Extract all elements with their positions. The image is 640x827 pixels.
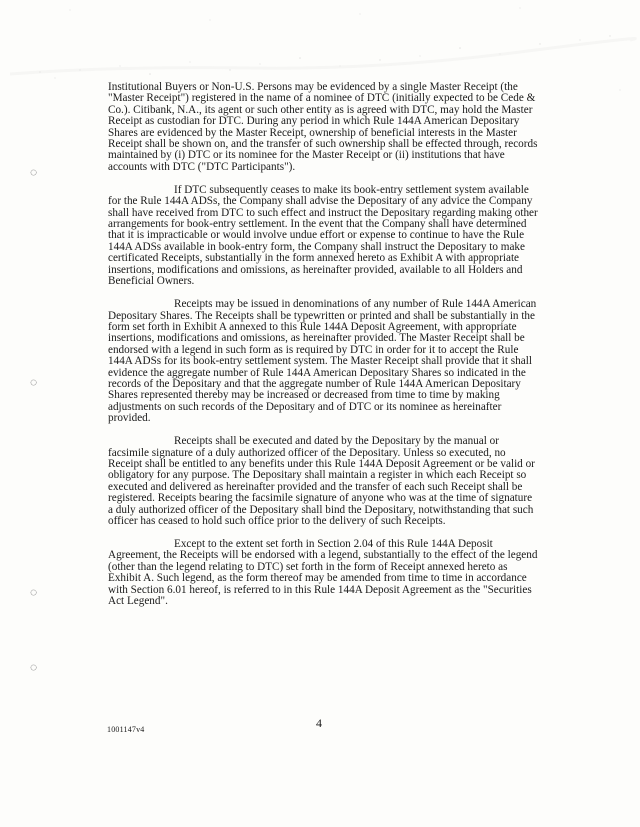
document-id: 1001147v4 [107,725,145,734]
binder-hole-mark: ◌ [30,165,38,179]
body-text [108,82,538,619]
paragraph: Institutional Buyers or Non-U.S. Persons may be evidenced by a single Master Receipt (the "Master Receipt") registered in the name of a nominee of DTC (initially expected to be Cede & Co.). Citibank, N.A., its agent or such other entity as is agreed with DTC, may hold the Master Receipt as custodian for DTC. During any period in which Rule 144A American Depositary Shares are evidenced by the Master Receipt, ownership of beneficial interests in the Master Receipt shall be shown on, and the transfer of such ownership shall be effected through, records maintained by (i) DTC or its nominee for the Master Receipt or (ii) institutions that have accounts with DTC ("DTC Participants"). [108,81,538,173]
paragraph: Receipts shall be executed and dated by the Depositary by the manual or facsimile signature of a duly authorized officer of the Depositary. Unless so executed, no Receipt shall be entitled to any benefits under this Rule 144A Deposit Agreement or be valid or obligatory for any purpose. The Depositary shall maintain a register in which each Receipt so executed and delivered as hereinafter provided and the transfer of each such Receipt shall be registered. Receipts bearing the facsimile signature of anyone who was at the time of signature a duly authorized officer of the Depositary shall bind the Depositary, notwithstanding that such officer has ceased to hold such office prior to the delivery of such Receipts. [108,435,535,527]
paragraph: Except to the extent set forth in Section 2.04 of this Rule 144A Deposit Agreement, the Receipts will be endorsed with a legend, substantially to the effect of the legend (other than the legend relating to DTC) set forth in the form of Receipt annexed hereto as Exhibit A. Such legend, as the form thereof may be amended from time to time in accordance with Section 6.01 hereof, is referred to in this Rule 144A Deposit Agreement as the "Securities Act Legend". [108,538,538,608]
binder-hole-mark: ◌ [30,660,38,674]
binder-hole-mark: ◌ [30,585,38,599]
paragraph: If DTC subsequently ceases to make its book-entry settlement system available for the Rule 144A ADSs, the Company shall advise the Depositary of any advice the Company shall have received from DTC to such effect and instruct the Depositary regarding making other arrangements for book-entry settlement. In the event that the Company shall have determined that it is impracticable or would involve undue effort or expense to continue to have the Rule 144A ADSs available in book-entry form, the Company shall instruct the Depositary to make certificated Receipts, substantially in the form annexed hereto as Exhibit A with appropriate insertions, modifications and omissions, as hereinafter provided, available to all Holders and Beneficial Owners. [108,183,538,288]
binder-hole-mark: ◌ [30,375,38,389]
page-number: 4 [316,716,322,730]
paragraph: Receipts may be issued in denominations of any number of Rule 144A American Depositary Shares. The Receipts shall be typewritten or printed and shall be substantially in the form set forth in Exhibit A annexed to this Rule 144A Deposit Agreement, with appropriate insertions, modifications and omissions, as hereinafter provided. The Master Receipt shall be endorsed with a legend in such form as is required by DTC in order for it to accept the Rule 144A ADSs for its book-entry settlement system. The Master Receipt shall provide that it shall evidence the aggregate number of Rule 144A American Depositary Shares so indicated in the records of the Depositary and that the aggregate number of Rule 144A American Depositary Shares represented thereby may be increased or decreased from time to time by making adjustments on such records of the Depositary and of DTC or its nominee as hereinafter provided. [108,298,537,425]
